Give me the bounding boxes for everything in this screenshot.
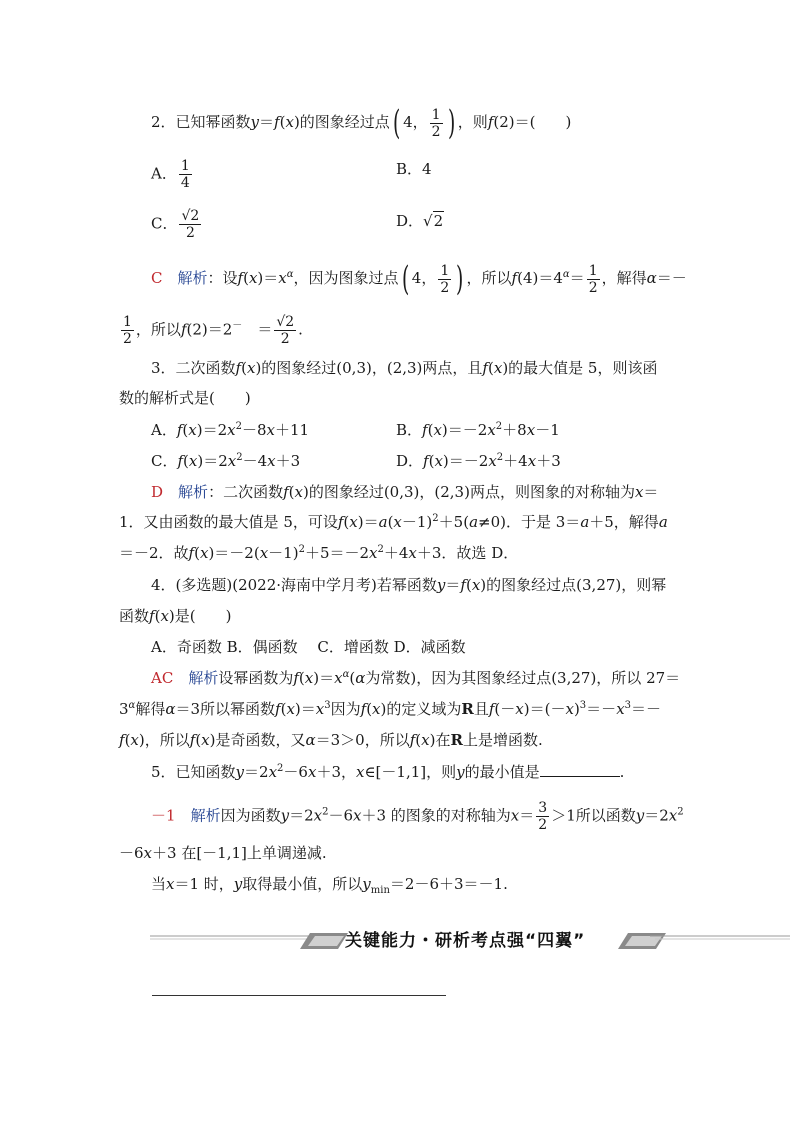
q2-option-d: D．√2 <box>396 212 444 230</box>
q4-solution-line3: f(x)，所以f(x)是奇函数，又α＝3＞0，所以f(x)在R上是增函数. <box>119 731 543 749</box>
q4-stem-line1: 4．(多选题)(2022·海南中学月考)若幂函数y＝f(x)的图象经过点(3,27)，则幂 <box>151 576 667 594</box>
q3-option-d: D．$f(x)=-2x^2+4x+3$ <box>396 452 561 470</box>
q3-option-b: B．$f(x)=-2x^2+8x-1$ <box>396 421 560 439</box>
q3-stem-line2: 数的解析式是( ) <box>119 389 251 407</box>
q2-option-b: B．4 <box>396 160 432 178</box>
q3-solution-line2: 1．又由函数的最大值是 5，可设$f(x)=a(x-1)^2+5(a\ne 0)$．于是 3＝a＋5，解得a <box>119 513 668 531</box>
q3-option-a: A．$f(x)=2x^2-8x+11$ <box>151 421 310 439</box>
q3-stem-line1: 3．二次函数f(x)的图象经过(0,3)，(2,3)两点，且f(x)的最大值是 5，则该函 <box>151 359 658 377</box>
q5-solution-line2: －6x＋3 在[－1,1]上单调递减. <box>119 844 327 862</box>
q2-solution-line2: $\frac{1}{2}$ ，所以f(2)＝2－ ＝ $\frac{√2}{2}$ . <box>123 314 303 347</box>
answer-blank[interactable] <box>540 762 620 777</box>
section-title: 关键能力・研析考点强“四翼” <box>345 931 586 951</box>
q2-solution-line1: C 解析：设$f(x)=x^\alpha$，因为图象过点( 4， $\frac{1}{2}$ ) ，所以$f(4)=4^\alpha=$ $\frac{1}{2}$ ，解得α＝－ <box>151 259 687 299</box>
q2-option-c: C． $\frac{√2}{2}$ <box>151 208 200 241</box>
q4-options: A．奇函数 B．偶函数 C．增函数 D．减函数 <box>151 638 466 656</box>
q5-solution-line1: －1 解析因为函数$y=2x^2-6x+3$ 的图象的对称轴为x＝ $\frac{3}{2}$ ＞1所以函数$y=2x^2$ <box>151 800 684 833</box>
q4-stem-line2: 函数f(x)是( ) <box>119 607 232 625</box>
q2-option-a: A． $\frac{1}{4}$ <box>151 158 190 191</box>
q4-solution-line1: AC 解析设幂函数为$f(x)=x^\alpha(\alpha$为常数)，因为其图象经过点(3,27)，所以 27＝ <box>151 669 681 687</box>
q4-solution-line2: $3^\alpha$解得α＝3所以幂函数$f(x)=x^3$因为f(x)的定义域为R且$f(-x)=(-x)^3=-x^3=-$ <box>119 700 662 718</box>
q3-solution-line3: ＝－2．故$f(x)=-2(x-1)^2+5=-2x^2+4x+3$．故选 D． <box>119 544 519 562</box>
q2-stem: 2．已知幂函数y＝f(x)的图象经过点( 4， $\frac{1}{2}$ ) ，则f(2)＝( ) <box>151 103 572 143</box>
footnote-divider <box>152 995 446 996</box>
q5-solution-line3: 当x＝1 时，y取得最小值，所以$y_{min}=2-6+3=-1$. <box>151 875 508 896</box>
q3-option-c: C．$f(x)=2x^2-4x+3$ <box>151 452 301 470</box>
q3-solution-line1: D 解析：二次函数f(x)的图象经过(0,3)，(2,3)两点，则图象的对称轴为x＝ <box>151 483 659 501</box>
q5-stem: 5．已知函数$y=2x^2-6x+3$，x∈[－1,1]，则y的最小值是 . <box>151 763 625 781</box>
